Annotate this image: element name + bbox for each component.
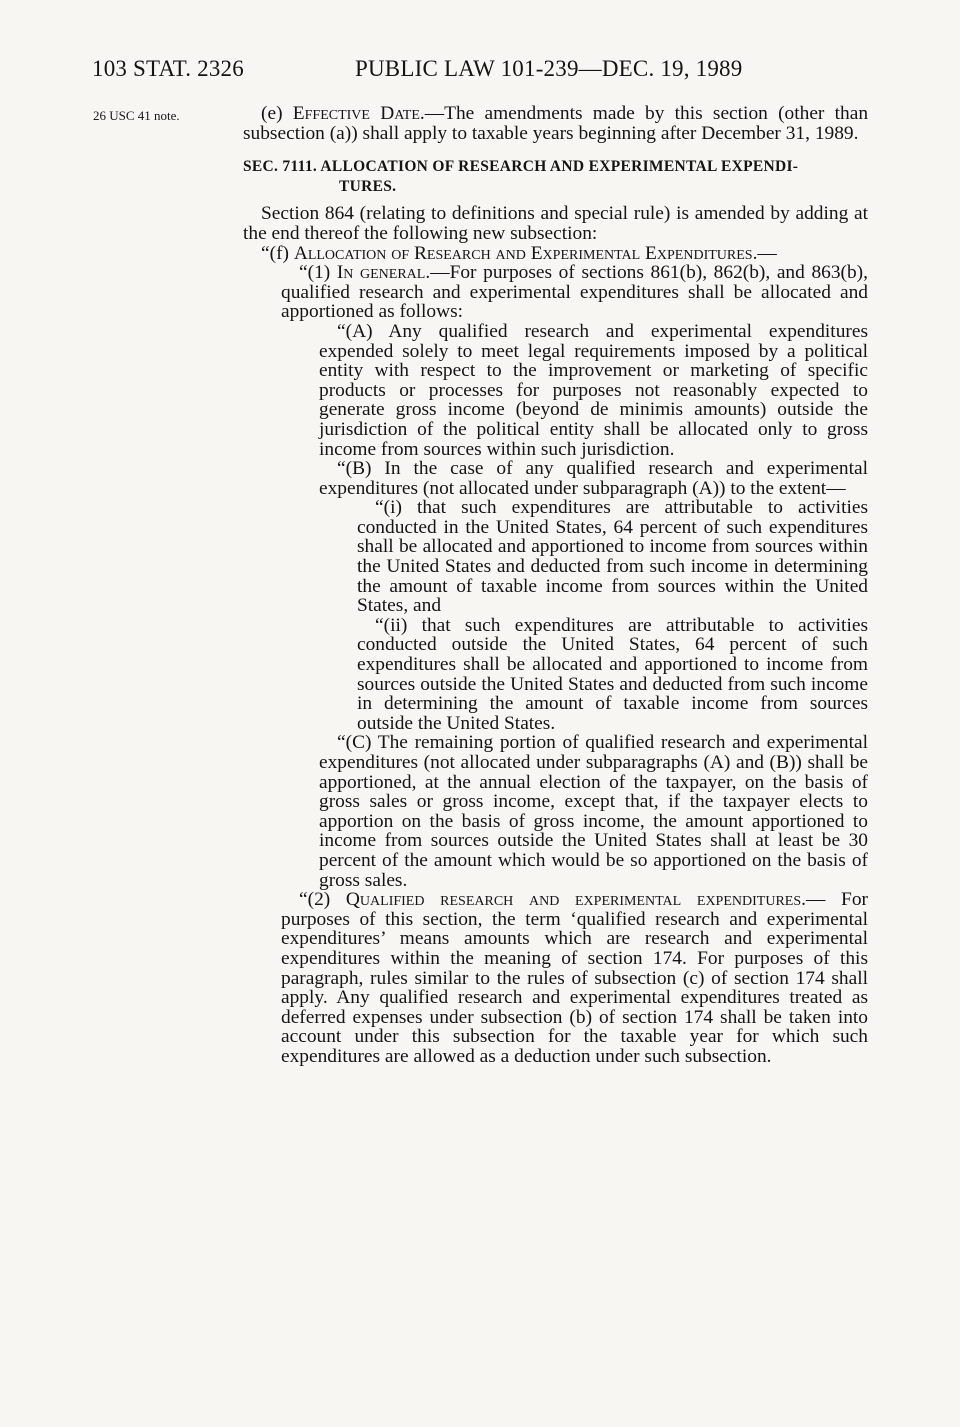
stat-page-number: 103 STAT. 2326 xyxy=(92,56,244,81)
subparagraph-b: “(B) In the case of any qualified research and experimental expenditures (not allocated under subparagraph (A)) to the extent— xyxy=(319,458,868,499)
subsection-e-text: —The amendments made by this section (other than subsection (a)) shall apply to taxable years beginning after December 31, 1989. xyxy=(243,103,869,144)
paragraph-2-text: — For purposes of this section, the term ‘qualified research and experimental expenditures’ means amounts which are research and experimental expenditures within the meaning of section 174. For purposes of this paragraph, rules similar to the rules of subsection (c) of section 174 shall apply. Any qualified research and experimental expenditures treated as deferred expenses under subsection (b) of section 174 shall be taken into account under this subsection for the taxable year for which such expenditures are allowed as a deduction under such subsection. xyxy=(281,889,868,1067)
subsection-f-dash: — xyxy=(757,242,777,264)
paragraph-2-heading: Qualified research and experimental expenditures. xyxy=(345,889,806,911)
paragraph-1-heading: In general. xyxy=(336,262,431,284)
document-body xyxy=(243,104,868,1067)
clause-i: “(i) that such expenditures are attributable to activities conducted in the United States, 64 percent of such expenditures shall be allocated and apportioned to income from sources within the United States and deducted from such income in determining the amount of taxable income from sources within the United States, and xyxy=(357,497,868,617)
paragraph-2 xyxy=(243,890,868,1066)
subsection-e xyxy=(243,104,868,143)
margin-note: 26 USC 41 note. xyxy=(93,108,180,123)
subsection-f-heading: Allocation of Research and Experimental Expenditures. xyxy=(293,242,758,264)
clause-ii: “(ii) that such expenditures are attributable to activities conducted outside the United States, 64 percent of such expenditures shall be allocated and apportioned to income from sources outside the United States and deducted from such income in determining the amount of taxable income from sources outside the United States. xyxy=(357,614,868,734)
subsection-f xyxy=(243,244,868,264)
subsection-e-number: (e) xyxy=(261,103,293,124)
paragraph-2-number: “(2) xyxy=(299,889,346,911)
section-intro: Section 864 (relating to definitions and special rule) is amended by adding at the end thereof the following new subsection: xyxy=(243,203,868,244)
subsection-f-number: “(f) xyxy=(261,242,294,264)
paragraph-1 xyxy=(243,263,868,322)
paragraph-1-number: “(1) xyxy=(299,262,337,284)
paragraph-1-text: —For purposes of sections 861(b), 862(b), and 863(b), qualified research and experimental expenditures shall be allocated and apportioned as follows: xyxy=(281,262,868,323)
section-heading xyxy=(243,157,868,196)
subsection-e-heading: Effective Date. xyxy=(292,103,425,124)
public-law-title: PUBLIC LAW 101-239—DEC. 19, 1989 xyxy=(355,56,743,81)
subparagraph-a: “(A) Any qualified research and experimental expenditures expended solely to meet legal requirements imposed by a political entity with respect to the improvement or marketing of specific products or processes for purposes not reasonably expected to generate gross income (beyond de minimis amounts) outside the jurisdiction of the political entity shall be allocated only to gross income from sources within such jurisdiction. xyxy=(319,320,868,460)
subparagraph-c: “(C) The remaining portion of qualified research and experimental expenditures (not allocated under subparagraphs (A) and (B)) shall be apportioned, at the annual election of the taxpayer, on the basis of gross sales or gross income, except that, if the taxpayer elects to apportion on the basis of gross income, the amount apportioned to income from sources outside the United States shall at least be 30 percent of the amount which would be so apportioned on the basis of gross sales. xyxy=(319,732,868,891)
section-heading-line1: SEC. 7111. ALLOCATION OF RESEARCH AND EXPERIMENTAL EXPENDI- xyxy=(243,158,799,176)
section-heading-line2: TURES. xyxy=(339,177,397,195)
